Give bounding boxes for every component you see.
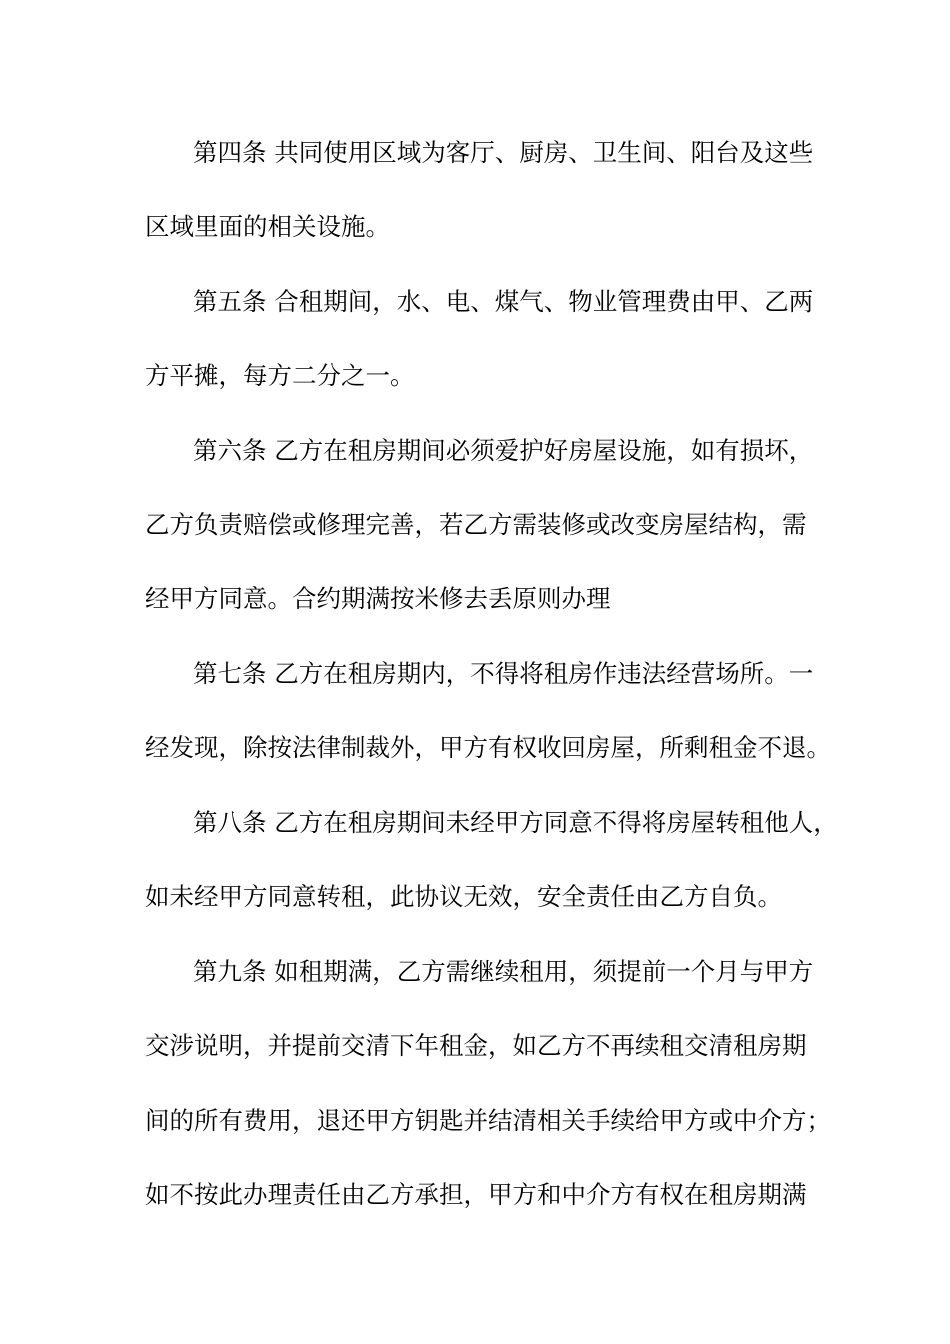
clause-6-line-1: 第六条 乙方在租房期间必须爱护好房屋设施，如有损坏， [193,436,814,465]
clause-6-line-2: 乙方负责赔偿或修理完善，若乙方需装修或改变房屋结构，需 [145,510,807,539]
clause-4-line-1: 第四条 共同使用区域为客厅、厨房、卫生间、阳台及这些 [193,138,814,167]
clause-9-line-1: 第九条 如租期满，乙方需继续租用，须提前一个月与甲方 [193,957,814,986]
clause-4-line-2: 区域里面的相关设施。 [145,212,390,241]
clause-9-line-4: 如不按此办理责任由乙方承担，甲方和中介方有权在租房期满 [145,1180,807,1209]
clause-8-line-2: 如未经甲方同意转租，此协议无效，安全责任由乙方自负。 [145,882,782,911]
clause-5-line-1: 第五条 合租期间，水、电、煤气、物业管理费由甲、乙两 [193,287,814,316]
clause-6-line-3: 经甲方同意。合约期满按米修去丢原则办理 [145,584,611,613]
clause-8-line-1: 第八条 乙方在租房期间未经甲方同意不得将房屋转租他人， [193,808,838,837]
clause-7-line-1: 第七条 乙方在租房期内，不得将租房作违法经营场所。一 [193,659,814,688]
clause-9-line-2: 交涉说明，并提前交清下年租金，如乙方不再续租交清租房期 [145,1031,807,1060]
clause-5-line-2: 方平摊，每方二分之一。 [145,361,415,390]
clause-9-line-3: 间的所有费用，退还甲方钥匙并结清相关手续给甲方或中介方； [145,1106,831,1135]
clause-7-line-2: 经发现，除按法律制裁外，甲方有权收回房屋，所剩租金不退。 [145,733,831,762]
